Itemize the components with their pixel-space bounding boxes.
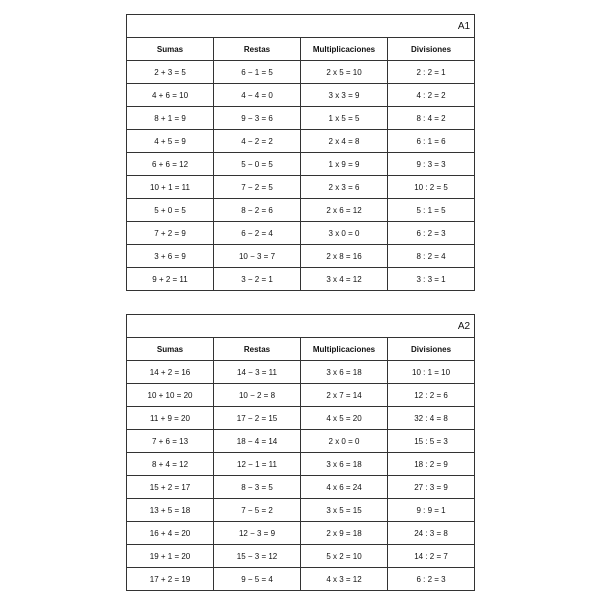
multiplicacion-cell: 4 x 5 = 20 (301, 407, 388, 430)
resta-cell: 5 − 0 = 5 (214, 153, 301, 176)
suma-cell: 2 + 3 = 5 (127, 61, 214, 84)
table-row (127, 61, 475, 84)
column-header-restas: Restas (214, 38, 301, 61)
table-row (127, 361, 475, 384)
resta-cell: 18 − 4 = 14 (214, 430, 301, 453)
division-cell: 14 : 2 = 7 (388, 545, 475, 568)
table-row (127, 268, 475, 291)
division-cell: 10 : 2 = 5 (388, 176, 475, 199)
table-row (127, 176, 475, 199)
division-cell: 15 : 5 = 3 (388, 430, 475, 453)
suma-cell: 16 + 4 = 20 (127, 522, 214, 545)
column-header-multiplicaciones: Multiplicaciones (301, 38, 388, 61)
division-cell: 8 : 2 = 4 (388, 245, 475, 268)
resta-cell: 8 − 2 = 6 (214, 199, 301, 222)
table-row (127, 130, 475, 153)
resta-cell: 14 − 3 = 11 (214, 361, 301, 384)
table-row (127, 107, 475, 130)
division-cell: 9 : 9 = 1 (388, 499, 475, 522)
multiplicacion-cell: 2 x 0 = 0 (301, 430, 388, 453)
division-cell: 6 : 2 = 3 (388, 222, 475, 245)
column-header-divisiones: Divisiones (388, 38, 475, 61)
suma-cell: 7 + 2 = 9 (127, 222, 214, 245)
multiplicacion-cell: 2 x 6 = 12 (301, 199, 388, 222)
column-header-sumas: Sumas (127, 38, 214, 61)
table-row (127, 199, 475, 222)
table-row (127, 245, 475, 268)
worksheet-a2 (126, 314, 475, 591)
sheet-title: A1 (127, 15, 475, 38)
multiplicacion-cell: 4 x 6 = 24 (301, 476, 388, 499)
multiplicacion-cell: 2 x 3 = 6 (301, 176, 388, 199)
multiplicacion-cell: 3 x 6 = 18 (301, 453, 388, 476)
suma-cell: 10 + 1 = 11 (127, 176, 214, 199)
suma-cell: 17 + 2 = 19 (127, 568, 214, 591)
division-cell: 9 : 3 = 3 (388, 153, 475, 176)
suma-cell: 11 + 9 = 20 (127, 407, 214, 430)
suma-cell: 6 + 6 = 12 (127, 153, 214, 176)
sheet-title: A2 (127, 315, 475, 338)
resta-cell: 4 − 4 = 0 (214, 84, 301, 107)
division-cell: 3 : 3 = 1 (388, 268, 475, 291)
suma-cell: 14 + 2 = 16 (127, 361, 214, 384)
division-cell: 12 : 2 = 6 (388, 384, 475, 407)
suma-cell: 19 + 1 = 20 (127, 545, 214, 568)
table-row (127, 84, 475, 107)
sheet-title-row (127, 15, 475, 38)
worksheet-a1 (126, 14, 475, 291)
table-row (127, 476, 475, 499)
suma-cell: 8 + 4 = 12 (127, 453, 214, 476)
resta-cell: 12 − 3 = 9 (214, 522, 301, 545)
suma-cell: 7 + 6 = 13 (127, 430, 214, 453)
table-body (127, 361, 475, 591)
resta-cell: 12 − 1 = 11 (214, 453, 301, 476)
table-row (127, 407, 475, 430)
division-cell: 2 : 2 = 1 (388, 61, 475, 84)
multiplicacion-cell: 4 x 3 = 12 (301, 568, 388, 591)
table-row (127, 545, 475, 568)
multiplicacion-cell: 3 x 6 = 18 (301, 361, 388, 384)
resta-cell: 7 − 5 = 2 (214, 499, 301, 522)
resta-cell: 10 − 2 = 8 (214, 384, 301, 407)
resta-cell: 3 − 2 = 1 (214, 268, 301, 291)
suma-cell: 9 + 2 = 11 (127, 268, 214, 291)
sheet-title-row (127, 315, 475, 338)
suma-cell: 4 + 6 = 10 (127, 84, 214, 107)
suma-cell: 10 + 10 = 20 (127, 384, 214, 407)
multiplicacion-cell: 3 x 4 = 12 (301, 268, 388, 291)
table-body (127, 61, 475, 291)
division-cell: 8 : 4 = 2 (388, 107, 475, 130)
header-row (127, 38, 475, 61)
resta-cell: 9 − 3 = 6 (214, 107, 301, 130)
suma-cell: 8 + 1 = 9 (127, 107, 214, 130)
table-row (127, 430, 475, 453)
table-row (127, 153, 475, 176)
table-row (127, 453, 475, 476)
division-cell: 5 : 1 = 5 (388, 199, 475, 222)
division-cell: 6 : 1 = 6 (388, 130, 475, 153)
column-header-divisiones: Divisiones (388, 338, 475, 361)
column-header-multiplicaciones: Multiplicaciones (301, 338, 388, 361)
division-cell: 4 : 2 = 2 (388, 84, 475, 107)
resta-cell: 15 − 3 = 12 (214, 545, 301, 568)
table-row (127, 522, 475, 545)
multiplicacion-cell: 1 x 9 = 9 (301, 153, 388, 176)
resta-cell: 7 − 2 = 5 (214, 176, 301, 199)
multiplicacion-cell: 2 x 7 = 14 (301, 384, 388, 407)
resta-cell: 4 − 2 = 2 (214, 130, 301, 153)
division-cell: 10 : 1 = 10 (388, 361, 475, 384)
division-cell: 27 : 3 = 9 (388, 476, 475, 499)
table-row (127, 568, 475, 591)
table-row (127, 499, 475, 522)
column-header-sumas: Sumas (127, 338, 214, 361)
multiplicacion-cell: 2 x 5 = 10 (301, 61, 388, 84)
suma-cell: 5 + 0 = 5 (127, 199, 214, 222)
division-cell: 24 : 3 = 8 (388, 522, 475, 545)
multiplicacion-cell: 5 x 2 = 10 (301, 545, 388, 568)
header-row (127, 338, 475, 361)
resta-cell: 9 − 5 = 4 (214, 568, 301, 591)
resta-cell: 6 − 1 = 5 (214, 61, 301, 84)
suma-cell: 13 + 5 = 18 (127, 499, 214, 522)
table-row (127, 222, 475, 245)
column-header-restas: Restas (214, 338, 301, 361)
table-row (127, 384, 475, 407)
resta-cell: 8 − 3 = 5 (214, 476, 301, 499)
multiplicacion-cell: 1 x 5 = 5 (301, 107, 388, 130)
multiplicacion-cell: 3 x 5 = 15 (301, 499, 388, 522)
suma-cell: 15 + 2 = 17 (127, 476, 214, 499)
multiplicacion-cell: 3 x 0 = 0 (301, 222, 388, 245)
resta-cell: 10 − 3 = 7 (214, 245, 301, 268)
multiplicacion-cell: 3 x 3 = 9 (301, 84, 388, 107)
suma-cell: 3 + 6 = 9 (127, 245, 214, 268)
multiplicacion-cell: 2 x 4 = 8 (301, 130, 388, 153)
multiplicacion-cell: 2 x 8 = 16 (301, 245, 388, 268)
resta-cell: 17 − 2 = 15 (214, 407, 301, 430)
suma-cell: 4 + 5 = 9 (127, 130, 214, 153)
division-cell: 32 : 4 = 8 (388, 407, 475, 430)
multiplicacion-cell: 2 x 9 = 18 (301, 522, 388, 545)
division-cell: 6 : 2 = 3 (388, 568, 475, 591)
resta-cell: 6 − 2 = 4 (214, 222, 301, 245)
division-cell: 18 : 2 = 9 (388, 453, 475, 476)
